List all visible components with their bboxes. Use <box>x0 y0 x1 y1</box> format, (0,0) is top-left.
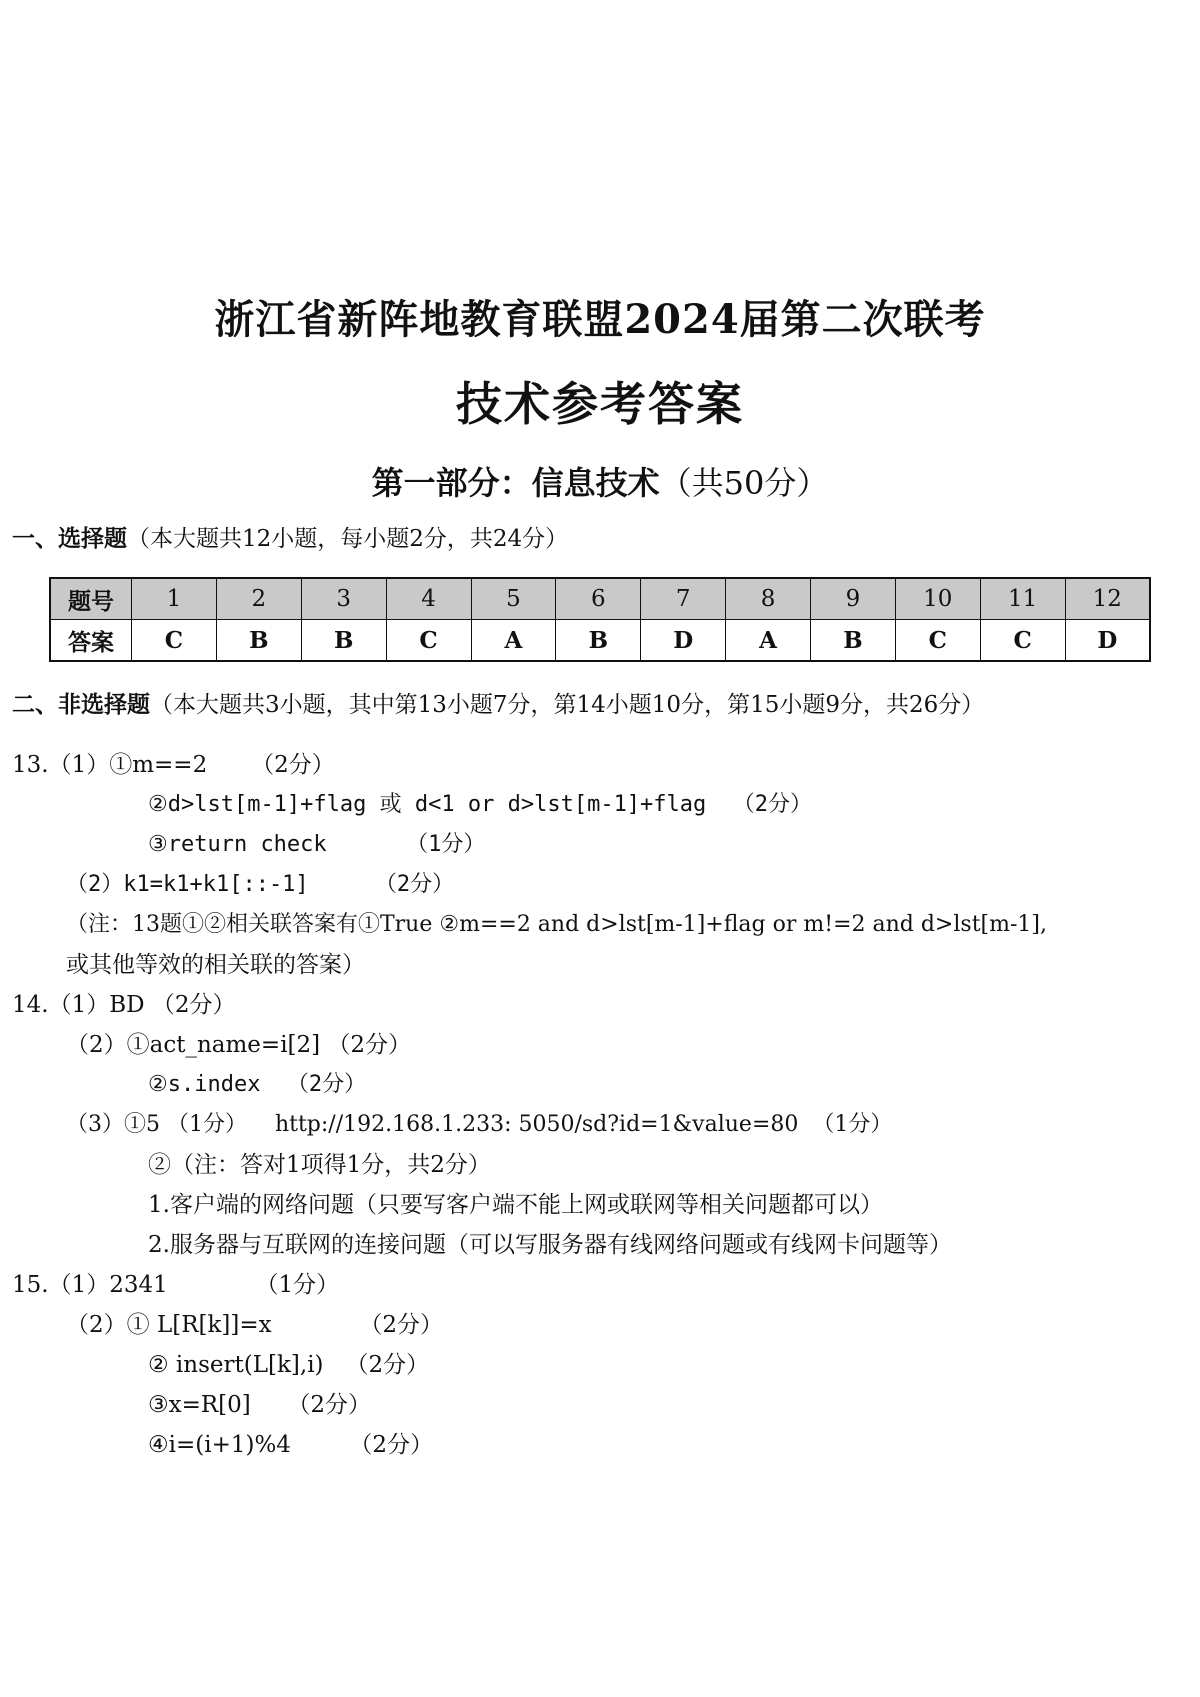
question-row-label: 题号 <box>50 578 132 620</box>
question-number: 4 <box>386 578 471 620</box>
answer-cell: A <box>726 620 811 662</box>
question-number: 11 <box>980 578 1065 620</box>
question-number: 10 <box>895 578 980 620</box>
q14-line-2: （2）①act_name=i[2] （2分） <box>66 1032 412 1058</box>
answer-cell: D <box>641 620 726 662</box>
answer-cell: D <box>1065 620 1150 662</box>
q13-note-line-2: 或其他等效的相关联的答案） <box>66 952 365 978</box>
answer-cell: C <box>980 620 1065 662</box>
q15-line-4: ③x=R[0] （2分） <box>148 1392 371 1418</box>
answer-cell: B <box>216 620 301 662</box>
question-number: 2 <box>216 578 301 620</box>
document-title: 浙江省新阵地教育联盟2024届第二次联考 <box>214 296 986 343</box>
q14-line-6: 1.客户端的网络问题（只要写客户端不能上网或联网等相关问题都可以） <box>148 1192 883 1218</box>
answer-cell: C <box>132 620 217 662</box>
section2-heading-line <box>12 690 984 720</box>
q14-line-4: （3）①5 （1分） http://192.168.1.233: 5050/sd?id=1&value=80 （1分） <box>66 1112 893 1137</box>
section1-heading: 一、选择题 <box>12 525 127 552</box>
document-subtitle: 技术参考答案 <box>456 377 744 431</box>
q13-line-4: （2）k1=k1+k1[::-1] （2分） <box>66 872 455 897</box>
q14-line-7: 2.服务器与互联网的连接问题（可以写服务器有线网络问题或有线网卡问题等） <box>148 1232 952 1258</box>
question-number: 12 <box>1065 578 1150 620</box>
q15-line-3: ② insert(L[k],i) （2分） <box>148 1352 430 1378</box>
section1-heading-line <box>12 524 568 554</box>
q14-line-3: ②s.index （2分） <box>148 1072 367 1097</box>
question-number: 6 <box>556 578 641 620</box>
answer-table <box>49 577 1151 662</box>
q13-line-1: 13.（1）①m==2 （2分） <box>12 752 335 778</box>
q15-line-5: ④i=(i+1)%4 （2分） <box>148 1432 434 1458</box>
answer-cell: A <box>471 620 556 662</box>
question-number: 9 <box>811 578 896 620</box>
question-number: 8 <box>726 578 811 620</box>
question-number: 7 <box>641 578 726 620</box>
question-number: 3 <box>301 578 386 620</box>
answer-row <box>50 620 1150 662</box>
q14-line-5: ②（注：答对1项得1分，共2分） <box>148 1152 491 1178</box>
section1-note: （本大题共12小题，每小题2分，共24分） <box>127 526 569 552</box>
q15-line-1: 15.（1）2341 （1分） <box>12 1272 340 1298</box>
answer-cell: C <box>386 620 471 662</box>
answer-cell: C <box>895 620 980 662</box>
section2-heading: 二、非选择题 <box>12 691 150 718</box>
part-score: （共50分） <box>659 464 829 502</box>
answer-cell: B <box>301 620 386 662</box>
answer-cell: B <box>556 620 641 662</box>
question-number: 1 <box>132 578 217 620</box>
q14-line-1: 14.（1）BD （2分） <box>12 992 236 1018</box>
answer-row-label: 答案 <box>50 620 132 662</box>
q15-line-2: （2）① L[R[k]]=x （2分） <box>66 1312 443 1338</box>
part-name: 第一部分：信息技术 <box>371 464 660 502</box>
answer-cell: B <box>811 620 896 662</box>
question-number-row <box>50 578 1150 620</box>
q13-line-2: ②d>lst[m-1]+flag 或 d<1 or d>lst[m-1]+flag （2分） <box>148 792 813 817</box>
q13-line-3: ③return check （1分） <box>148 832 486 857</box>
q13-note-line-1: （注：13题①②相关联答案有①True ②m==2 and d>lst[m-1]+flag or m!=2 and d>lst[m-1], <box>66 912 1047 937</box>
section2-note: （本大题共3小题，其中第13小题7分，第14小题10分，第15小题9分，共26分） <box>150 692 985 718</box>
part-title <box>0 458 1200 504</box>
question-number: 5 <box>471 578 556 620</box>
